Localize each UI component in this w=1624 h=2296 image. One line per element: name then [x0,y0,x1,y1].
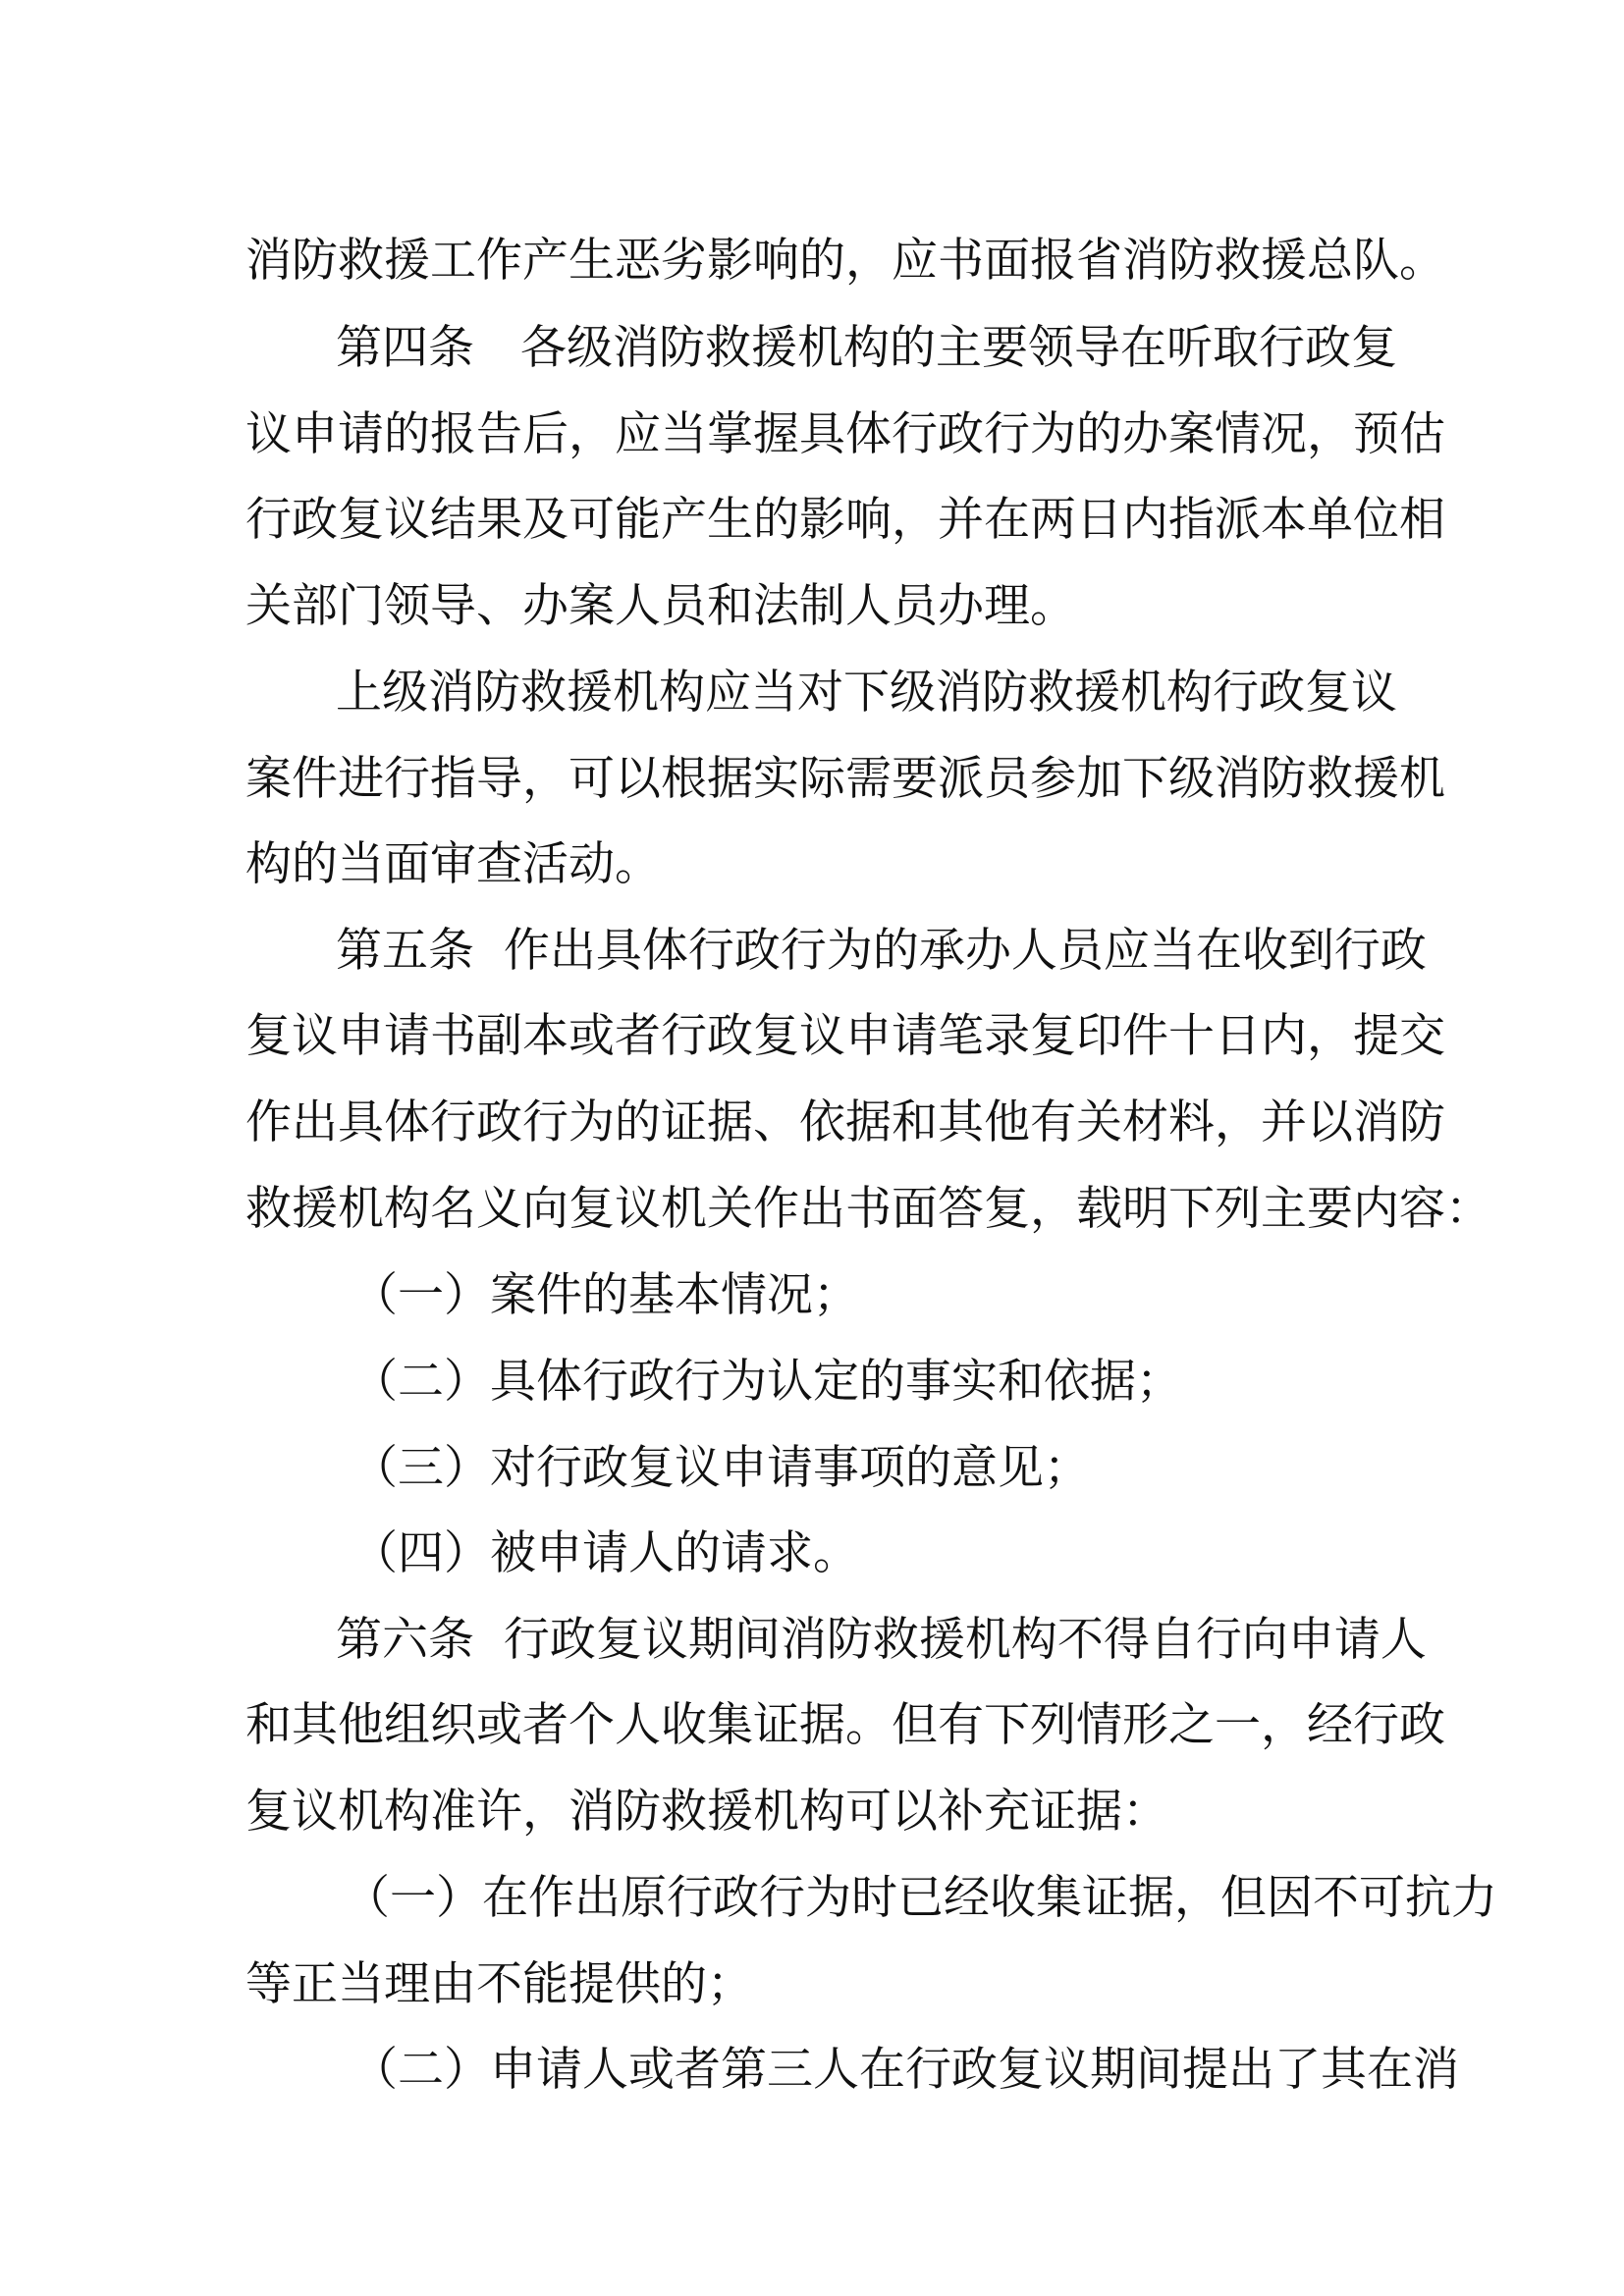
article-heading-line: 第六条 行政复议期间消防救援机构不得自行向申请人 [336,1613,1427,1667]
list-item: （一）案件的基本情况； [352,1268,859,1322]
list-item: （三）对行政复议申请事项的意见； [352,1441,1090,1495]
paragraph-line: 复议机构准许，消防救援机构可以补充证据： [245,1785,1168,1839]
list-item: （四）被申请人的请求。 [352,1526,859,1580]
list-item: （一）在作出原行政行为时已经收集证据，但因不可抗力 [344,1871,1497,1925]
paragraph-line: 等正当理由不能提供的； [245,1957,753,2011]
list-item: （二）具体行政行为认定的事实和依据； [352,1355,1182,1409]
paragraph-line: 议申请的报告后，应当掌握具体行政行为的办案情况，预估 [245,407,1445,461]
paragraph-line: 行政复议结果及可能产生的影响，并在两日内指派本单位相 [245,493,1445,547]
list-item: （二）申请人或者第三人在行政复议期间提出了其在消 [352,2043,1459,2097]
article-heading-line: 第五条 作出具体行政行为的承办人员应当在收到行政 [336,924,1427,978]
paragraph-line: 案件进行指导，可以根据实际需要派员参加下级消防救援机 [245,752,1445,806]
article-heading-line: 第四条 各级消防救援机构的主要领导在听取行政复 [336,321,1397,375]
paragraph-line: 和其他组织或者个人收集证据。但有下列情形之一，经行政 [245,1698,1445,1752]
paragraph-line: 救援机构名义向复议机关作出书面答复，载明下列主要内容： [245,1182,1491,1236]
paragraph-line: 消防救援工作产生恶劣影响的，应书面报省消防救援总队。 [245,234,1445,288]
paragraph-line: 关部门领导、办案人员和法制人员办理。 [245,579,1076,633]
paragraph-line: 上级消防救援机构应当对下级消防救援机构行政复议 [336,666,1397,720]
paragraph-line: 构的当面审查活动。 [245,837,661,891]
paragraph-line: 作出具体行政行为的证据、依据和其他有关材料，并以消防 [245,1095,1445,1149]
paragraph-line: 复议申请书副本或者行政复议申请笔录复印件十日内，提交 [245,1009,1445,1063]
